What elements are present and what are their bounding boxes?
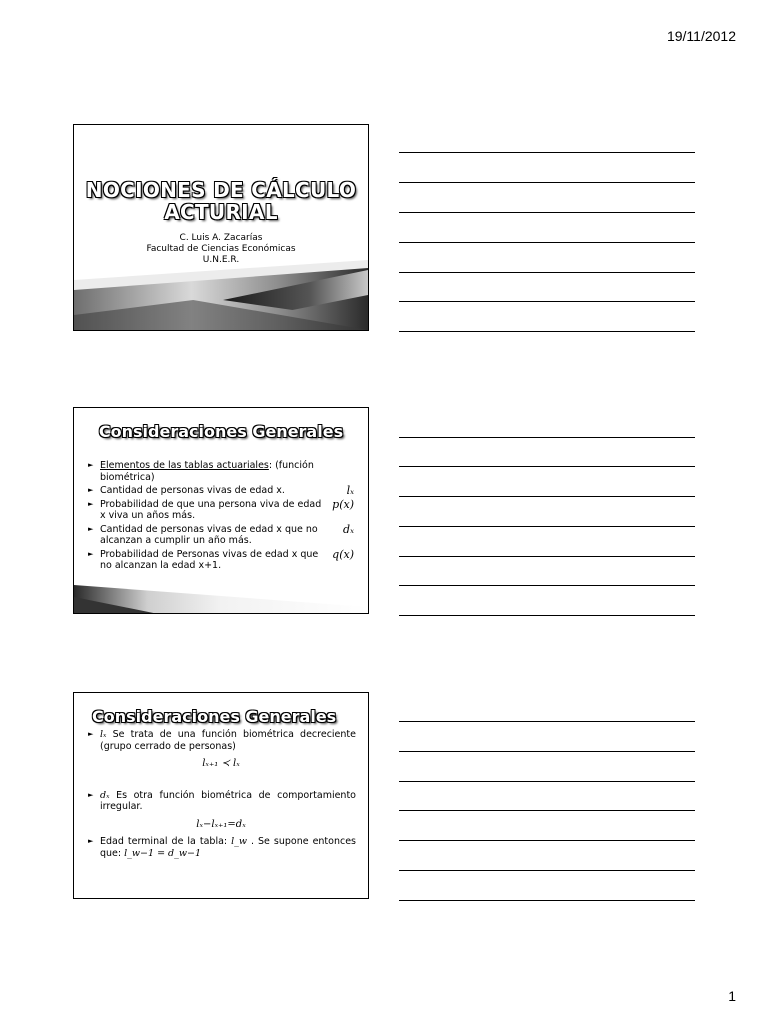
title-line-2: ACTURIAL bbox=[164, 200, 278, 224]
university: U.N.E.R. bbox=[202, 255, 240, 265]
note-line bbox=[399, 556, 695, 557]
bullet-text: Cantidad de personas vivas de edad x. bbox=[100, 485, 285, 496]
note-line bbox=[399, 272, 695, 273]
note-line bbox=[399, 301, 695, 302]
note-line bbox=[399, 437, 695, 438]
math-symbol: l_w bbox=[231, 836, 248, 847]
math-symbol: q(x) bbox=[332, 547, 354, 561]
bullet-list bbox=[86, 460, 356, 574]
bullet-text: Es otra función biométrica de comportamiento irregular. bbox=[100, 789, 356, 812]
slide-decoration bbox=[74, 260, 368, 330]
subtitle-block bbox=[74, 233, 368, 266]
equation-inline: l_w−1 = d_w−1 bbox=[124, 847, 202, 859]
bullet-arrow-icon: ► bbox=[88, 549, 94, 558]
math-symbol: lₓ bbox=[346, 484, 354, 497]
bullet-item bbox=[86, 836, 356, 859]
bullet-arrow-icon: ► bbox=[88, 790, 94, 799]
bullet-text: Probabilidad de Personas vivas de edad x que no alcanzan la edad x+1. bbox=[100, 548, 319, 571]
bullet-arrow-icon: ► bbox=[88, 499, 94, 508]
math-symbol: dₓ bbox=[343, 522, 354, 536]
slide-title-page bbox=[73, 124, 369, 331]
bullet-item bbox=[86, 499, 356, 522]
bullet-list bbox=[86, 729, 356, 859]
note-line bbox=[399, 331, 695, 332]
note-line bbox=[399, 721, 695, 722]
slide-heading: Consideraciones Generales bbox=[98, 422, 344, 441]
math-symbol: dₓ bbox=[100, 789, 110, 801]
equation: lₓ₊₁ ≺ lₓ bbox=[202, 758, 240, 769]
note-line bbox=[399, 900, 695, 901]
bullet-item bbox=[86, 790, 356, 813]
note-line bbox=[399, 182, 695, 183]
note-line bbox=[399, 242, 695, 243]
author: C. Luis A. Zacarías bbox=[179, 233, 263, 243]
note-line bbox=[399, 615, 695, 616]
bullet-text: Cantidad de personas vivas de edad x que no alcanzan a cumplir un año más. bbox=[100, 523, 318, 546]
note-line bbox=[399, 212, 695, 213]
bullet-text: : (función biométrica) bbox=[100, 460, 314, 483]
bullet-item bbox=[86, 524, 356, 547]
note-line bbox=[399, 585, 695, 586]
page-number: 1 bbox=[728, 988, 736, 1004]
bullet-item bbox=[86, 485, 356, 497]
presentation-title bbox=[74, 179, 368, 223]
bullet-text: Probabilidad de que una persona viva de edad x viva un años más. bbox=[100, 498, 322, 521]
note-line bbox=[399, 526, 695, 527]
equation: lₓ−lₓ₊₁=dₓ bbox=[196, 818, 246, 830]
note-line bbox=[399, 152, 695, 153]
note-line bbox=[399, 870, 695, 871]
faculty: Facultad de Ciencias Económicas bbox=[146, 244, 296, 254]
note-line bbox=[399, 810, 695, 811]
bullet-text: Se trata de una función biométrica decreciente (grupo cerrado de personas) bbox=[100, 729, 356, 752]
title-line-1: NOCIONES DE CÁLCULO bbox=[85, 178, 357, 202]
slide-decoration bbox=[74, 577, 368, 613]
slide-consideraciones-1 bbox=[73, 407, 369, 614]
bullet-text: Edad terminal de la tabla: bbox=[100, 836, 232, 847]
bullet-arrow-icon: ► bbox=[88, 730, 94, 738]
slide-heading: Consideraciones Generales bbox=[92, 707, 337, 726]
bullet-item bbox=[86, 460, 356, 483]
note-line bbox=[399, 781, 695, 782]
bullet-arrow-icon: ► bbox=[88, 486, 94, 494]
math-symbol: p(x) bbox=[332, 497, 354, 511]
slide-consideraciones-2 bbox=[73, 692, 369, 899]
note-line bbox=[399, 840, 695, 841]
bullet-text-underlined: Elementos de las tablas actuariales bbox=[100, 460, 269, 471]
bullet-item bbox=[86, 549, 356, 572]
math-symbol: lₓ bbox=[100, 729, 107, 740]
page-date: 19/11/2012 bbox=[666, 28, 736, 44]
bullet-item bbox=[86, 729, 356, 752]
note-line bbox=[399, 496, 695, 497]
bullet-arrow-icon: ► bbox=[88, 461, 94, 469]
bullet-text: . Se supone entonces que: bbox=[100, 836, 357, 859]
note-line bbox=[399, 466, 695, 467]
note-line bbox=[399, 751, 695, 752]
bullet-arrow-icon: ► bbox=[88, 524, 94, 533]
bullet-arrow-icon: ► bbox=[88, 837, 94, 845]
